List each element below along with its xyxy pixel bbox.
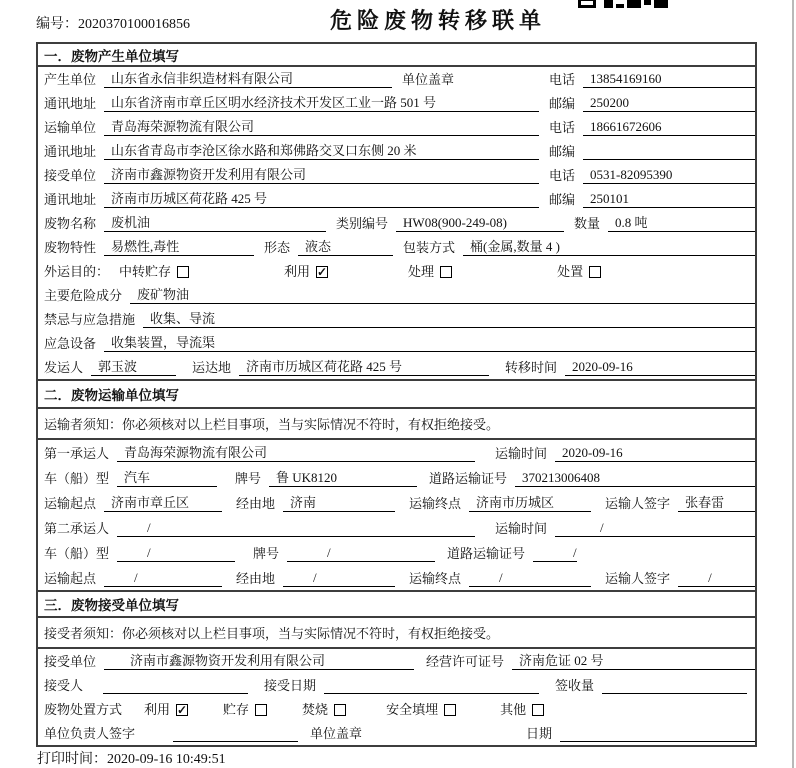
vehicle-type-2-label: 车（船）型: [44, 546, 110, 561]
carrier-signature-2-value: /: [678, 570, 755, 587]
contraindication-value: 收集、导流: [143, 311, 755, 328]
plate-2-label: 牌号: [253, 546, 280, 561]
receiver-unit-value: 济南市鑫源物资开发利用有限公司: [104, 167, 539, 184]
producer-address-value: 山东省济南市章丘区明水经济技术开发区工业一路 501 号: [104, 95, 539, 112]
receiver-phone-label: 电话: [548, 168, 575, 183]
packing-label: 包装方式: [403, 240, 456, 255]
destination-value: 济南市历城区荷花路 425 号: [239, 359, 489, 376]
quantity-label: 数量: [574, 216, 601, 231]
transport-address-value: 山东省青岛市李沧区徐水路和郑佛路交叉口东侧 20 米: [104, 143, 539, 160]
row-accepting-person: [38, 673, 755, 697]
checkbox-treat[interactable]: [440, 266, 452, 278]
accepting-person-value: [103, 678, 248, 694]
consignor-value: 郭玉波: [91, 359, 176, 376]
option-label: 处理: [408, 264, 435, 279]
consignor-label: 发运人: [44, 360, 84, 375]
option-utilize-2: [144, 702, 188, 718]
waste-name-value: 废机油: [104, 215, 326, 232]
option-landfill: [386, 702, 456, 718]
row-disposal-method: [38, 697, 755, 721]
emergency-equipment-label: 应急设备: [44, 336, 97, 351]
terminus-value: 济南市历城区: [469, 495, 591, 512]
license-value: 济南危证 02 号: [512, 653, 755, 670]
row-consignor: [38, 355, 755, 379]
row-responsible-signature: [38, 721, 755, 745]
option-label: 焚烧: [302, 702, 329, 717]
page-title: 危险废物转移联单: [330, 8, 547, 33]
transport-unit-label: 运输单位: [44, 120, 97, 135]
row-route-1: [38, 490, 755, 515]
transport-time-2-value: /: [555, 520, 755, 537]
row-waste-property: [38, 235, 755, 259]
producer-phone-label: 电话: [548, 72, 575, 87]
checkbox-landfill[interactable]: [444, 704, 456, 716]
via-label: 经由地: [236, 496, 276, 511]
option-treat: [408, 264, 452, 280]
category-code-value: HW08(900-249-08): [396, 215, 564, 232]
transport-postcode-value: [583, 144, 755, 160]
option-other: [500, 702, 544, 718]
row-vehicle-1: [38, 465, 755, 490]
accept-date-label: 接受日期: [264, 678, 317, 693]
option-utilize: [284, 264, 328, 280]
waste-property-value: 易燃性,毒性: [104, 239, 254, 256]
via-2-label: 经由地: [236, 571, 276, 586]
serial-number-line: [36, 13, 190, 33]
option-incinerate: [302, 702, 346, 718]
option-transfer-storage: [119, 264, 189, 280]
print-time-label: 打印时间：: [37, 752, 107, 767]
producer-address-label: 通讯地址: [44, 96, 97, 111]
producer-unit-value: 山东省永信非织造材料有限公司: [104, 71, 392, 88]
row-emergency-equipment: [38, 331, 755, 355]
serial-value: 2020370100016856: [78, 17, 190, 32]
plate-label: 牌号: [235, 471, 262, 486]
manifest-form-table: [36, 42, 757, 747]
producer-postcode-label: 邮编: [548, 96, 575, 111]
transport-time-value: 2020-09-16: [555, 445, 755, 462]
emergency-equipment-value: 收集装置，导流渠: [104, 335, 755, 352]
qr-code-fragment-icon: [578, 0, 670, 9]
checkbox-dispose[interactable]: [589, 266, 601, 278]
producer-phone-value: 13854169160: [583, 71, 755, 88]
option-label: 处置: [557, 264, 584, 279]
receiver-address-value: 济南市历城区荷花路 425 号: [104, 191, 539, 208]
receiver-phone-value: 0531-82095390: [583, 167, 755, 184]
second-carrier-label: 第二承运人: [44, 521, 110, 536]
quantity-value: 0.8 吨: [608, 215, 755, 232]
option-store: [223, 702, 267, 718]
receiver-address-label: 通讯地址: [44, 192, 97, 207]
origin-label: 运输起点: [44, 496, 97, 511]
responsible-signature-value: [173, 726, 298, 742]
producer-postcode-value: 250200: [583, 95, 755, 112]
print-time-line: [37, 748, 226, 768]
option-label: 利用: [144, 702, 171, 717]
plate-2-value: /: [287, 545, 435, 562]
destination-label: 运达地: [192, 360, 232, 375]
option-label: 中转贮存: [119, 264, 172, 279]
checkbox-utilize-2[interactable]: [176, 704, 188, 716]
terminus-2-label: 运输终点: [409, 571, 462, 586]
transport-postcode-label: 邮编: [548, 144, 575, 159]
row-transport-address: [38, 139, 755, 163]
row-first-carrier: [38, 440, 755, 465]
row-transport-unit: [38, 115, 755, 139]
accepting-person-label: 接受人: [44, 678, 84, 693]
vehicle-type-2-value: /: [117, 545, 235, 562]
road-permit-label: 道路运输证号: [429, 471, 508, 486]
main-hazard-label: 主要危险成分: [44, 288, 123, 303]
via-2-value: /: [283, 570, 395, 587]
transport-time-2-label: 运输时间: [494, 521, 547, 536]
plate-value: 鲁 UK8120: [269, 470, 417, 487]
section3-notice: 接受者须知：你必须核对以上栏目事项，当与实际情况不符时，有权拒绝接受。: [38, 618, 755, 649]
carrier-signature-value: 张春雷: [678, 495, 755, 512]
transport-address-label: 通讯地址: [44, 144, 97, 159]
license-label: 经营许可证号: [426, 654, 505, 669]
checkbox-utilize[interactable]: [316, 266, 328, 278]
serial-label: 编号：: [36, 17, 78, 32]
disposal-method-label: 废物处置方式: [44, 702, 123, 717]
transport-phone-label: 电话: [548, 120, 575, 135]
date-value: [560, 726, 755, 742]
responsible-signature-label: 单位负责人签字: [44, 726, 136, 741]
checkbox-other[interactable]: [532, 704, 544, 716]
option-label: 利用: [284, 264, 311, 279]
row-transfer-purpose: [38, 259, 755, 283]
terminus-2-value: /: [469, 570, 591, 587]
row-second-carrier: [38, 515, 755, 540]
option-label: 贮存: [223, 702, 250, 717]
row-receiver-address: [38, 187, 755, 211]
date-label: 日期: [525, 726, 552, 741]
section3-heading: 三．废物接受单位填写: [38, 590, 755, 618]
contraindication-label: 禁忌与应急措施: [44, 312, 136, 327]
origin-2-label: 运输起点: [44, 571, 97, 586]
transport-unit-value: 青岛海荣源物流有限公司: [104, 119, 539, 136]
carrier-signature-2-label: 运输人签字: [605, 571, 671, 586]
row-vehicle-2: [38, 540, 755, 565]
row-main-hazard: [38, 283, 755, 307]
vehicle-type-label: 车（船）型: [44, 471, 110, 486]
vehicle-type-value: 汽车: [117, 470, 217, 487]
via-value: 济南: [283, 495, 395, 512]
section1-heading: 一．废物产生单位填写: [38, 44, 755, 67]
receiver-postcode-value: 250101: [583, 191, 755, 208]
row-producer-unit: [38, 67, 755, 91]
transfer-purpose-label: 外运目的：: [44, 264, 110, 279]
row-route-2: [38, 565, 755, 590]
form-state-label: 形态: [264, 240, 291, 255]
origin-value: 济南市章丘区: [104, 495, 222, 512]
page-edge-divider: [792, 0, 794, 768]
row-producer-address: [38, 91, 755, 115]
road-permit-2-label: 道路运输证号: [447, 546, 526, 561]
carrier-signature-label: 运输人签字: [605, 496, 671, 511]
terminus-label: 运输终点: [409, 496, 462, 511]
checkbox-incinerate[interactable]: [334, 704, 346, 716]
waste-property-label: 废物特性: [44, 240, 97, 255]
first-carrier-value: 青岛海荣源物流有限公司: [117, 445, 475, 462]
main-hazard-value: 废矿物油: [130, 287, 755, 304]
origin-2-value: /: [104, 570, 222, 587]
form-state-value: 液态: [298, 239, 393, 256]
section2-notice: 运输者须知：你必须核对以上栏目事项，当与实际情况不符时，有权拒绝接受。: [38, 409, 755, 440]
option-label: 安全填埋: [386, 702, 439, 717]
transfer-date-label: 转移时间: [505, 360, 558, 375]
receiver-unit-label: 接受单位: [44, 168, 97, 183]
print-time-value: 2020-09-16 10:49:51: [107, 752, 226, 767]
unit-seal-2-label: 单位盖章: [310, 726, 363, 741]
packing-value: 桶(金属,数量 4 ): [463, 239, 755, 256]
row-accepting-unit: [38, 649, 755, 673]
checkbox-transfer-storage[interactable]: [177, 266, 189, 278]
section2-heading: 二．废物运输单位填写: [38, 379, 755, 409]
option-label: 其他: [500, 702, 527, 717]
category-code-label: 类别编号: [336, 216, 389, 231]
first-carrier-label: 第一承运人: [44, 446, 110, 461]
accepting-unit-value: 济南市鑫源物资开发利用有限公司: [104, 653, 414, 670]
accept-date-value: [324, 678, 539, 694]
transport-phone-value: 18661672606: [583, 119, 755, 136]
row-contraindication: [38, 307, 755, 331]
row-receiver-unit: [38, 163, 755, 187]
option-dispose: [557, 264, 601, 280]
transport-time-label: 运输时间: [494, 446, 547, 461]
waste-name-label: 废物名称: [44, 216, 97, 231]
producer-unit-label: 产生单位: [44, 72, 97, 87]
receiver-postcode-label: 邮编: [548, 192, 575, 207]
unit-seal-label: 单位盖章: [402, 72, 455, 87]
signed-quantity-value: [602, 678, 747, 694]
row-waste-name: [38, 211, 755, 235]
checkbox-store[interactable]: [255, 704, 267, 716]
second-carrier-value: /: [117, 520, 475, 537]
signed-quantity-label: 签收量: [555, 678, 595, 693]
road-permit-2-value: /: [533, 545, 577, 562]
road-permit-value: 370213006408: [515, 470, 755, 487]
accepting-unit-label: 接受单位: [44, 654, 97, 669]
transfer-date-value: 2020-09-16: [565, 359, 755, 376]
